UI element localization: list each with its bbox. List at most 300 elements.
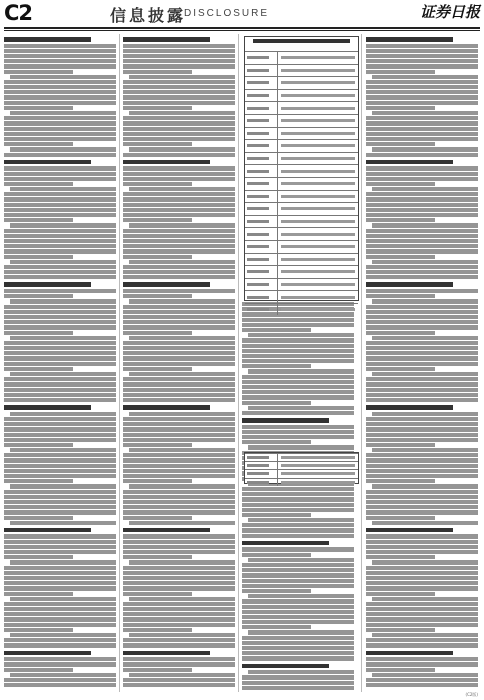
text-line	[129, 111, 235, 115]
text-line	[4, 116, 116, 120]
text-line	[10, 336, 116, 340]
text-line	[366, 44, 478, 48]
text-line	[242, 523, 354, 527]
text-line	[4, 249, 116, 253]
text-line	[242, 440, 311, 444]
table-caption	[253, 39, 350, 43]
text-line	[366, 617, 478, 621]
paragraph-heading	[123, 528, 210, 533]
text-line	[366, 137, 478, 141]
text-line	[366, 197, 478, 201]
text-line	[242, 411, 354, 415]
text-line	[366, 516, 435, 520]
text-line	[129, 299, 235, 303]
table-cell	[247, 456, 269, 459]
table-cell	[247, 258, 269, 261]
table-row	[245, 64, 358, 77]
text-line	[248, 630, 354, 634]
text-line	[366, 208, 478, 212]
text-line	[242, 338, 354, 342]
page-footer-mark: (C2版)	[465, 692, 478, 697]
table-row	[245, 127, 358, 140]
text-line	[123, 197, 235, 201]
text-line	[4, 510, 116, 514]
text-line	[366, 213, 478, 217]
text-line	[366, 244, 478, 248]
text-line	[248, 445, 354, 449]
text-line	[123, 623, 235, 627]
text-line	[242, 425, 354, 429]
text-line	[123, 172, 235, 176]
table-row	[245, 469, 358, 477]
text-line	[123, 586, 235, 590]
table-cell	[247, 69, 269, 72]
text-line	[123, 275, 235, 279]
text-line	[123, 182, 192, 186]
text-line	[123, 545, 235, 549]
text-line	[372, 597, 478, 601]
text-line	[4, 516, 73, 520]
paragraph-heading	[123, 160, 210, 165]
table-row	[245, 278, 358, 291]
text-line	[366, 427, 478, 431]
table-cell-divider	[277, 191, 278, 203]
text-line	[242, 568, 354, 572]
text-line	[4, 106, 73, 110]
text-line	[4, 59, 116, 63]
paragraph-heading	[4, 282, 91, 287]
text-line	[242, 435, 354, 439]
table-cell	[247, 481, 269, 484]
text-line	[123, 500, 235, 504]
text-line	[366, 320, 478, 324]
paragraph-heading	[4, 405, 91, 410]
table-cell	[281, 132, 355, 135]
text-line	[366, 479, 435, 483]
text-line	[4, 474, 116, 478]
column-divider	[238, 34, 239, 692]
text-line	[366, 469, 478, 473]
text-line	[123, 367, 192, 371]
text-line	[248, 369, 354, 373]
paragraph-heading	[366, 651, 453, 656]
table-cell	[281, 144, 355, 147]
text-line	[4, 422, 116, 426]
text-line	[366, 289, 478, 293]
text-line	[10, 75, 116, 79]
text-line	[123, 116, 235, 120]
table-cell-divider	[277, 140, 278, 152]
text-line	[123, 628, 192, 632]
text-line	[242, 323, 354, 327]
table-row	[245, 202, 358, 215]
text-line	[123, 265, 235, 269]
text-line	[123, 153, 235, 157]
table-cell	[247, 220, 269, 223]
text-line	[242, 508, 354, 512]
text-line	[4, 602, 116, 606]
text-line	[123, 683, 235, 687]
table-cell-divider	[277, 203, 278, 215]
text-line	[366, 367, 435, 371]
text-line	[366, 662, 478, 666]
paragraph-heading	[123, 651, 210, 656]
table-cell-divider	[277, 279, 278, 291]
text-line	[123, 393, 235, 397]
text-line	[4, 315, 116, 319]
table-cell	[281, 107, 355, 110]
table-cell	[247, 119, 269, 122]
text-line	[366, 341, 478, 345]
text-line	[4, 244, 116, 248]
text-line	[366, 101, 478, 105]
text-line	[123, 64, 235, 68]
text-line	[372, 336, 478, 340]
paragraph-heading	[366, 282, 453, 287]
table-cell	[281, 283, 355, 286]
text-line	[242, 656, 354, 660]
text-line	[366, 438, 478, 442]
text-line	[242, 344, 354, 348]
text-line	[129, 223, 235, 227]
masthead-rule-thin	[4, 30, 480, 31]
text-line	[366, 678, 478, 682]
text-line	[123, 218, 192, 222]
text-line	[123, 592, 192, 596]
text-line	[366, 142, 435, 146]
text-line	[372, 484, 478, 488]
table-cell	[281, 472, 355, 475]
table-cell-divider	[277, 470, 278, 477]
text-line	[366, 255, 435, 259]
text-line	[366, 166, 478, 170]
text-line	[366, 132, 478, 136]
table-cell-divider	[277, 241, 278, 253]
text-line	[4, 643, 116, 647]
table-cell	[247, 245, 269, 248]
table-cell-divider	[277, 454, 278, 461]
table-row	[245, 164, 358, 177]
table-cell	[247, 56, 269, 59]
text-line	[4, 54, 116, 58]
column-divider	[119, 34, 120, 692]
paragraph-heading	[123, 405, 210, 410]
text-line	[123, 534, 235, 538]
text-line	[123, 458, 235, 462]
text-line	[123, 362, 235, 366]
page-number: C2	[4, 1, 33, 25]
text-line	[366, 294, 435, 298]
table-cell	[247, 107, 269, 110]
text-line	[10, 521, 116, 525]
text-line	[366, 623, 478, 627]
text-line	[4, 555, 73, 559]
text-line	[4, 265, 116, 269]
table-row	[245, 190, 358, 203]
text-line	[123, 95, 235, 99]
text-line	[366, 388, 478, 392]
table-cell-divider	[277, 479, 278, 486]
table-row	[245, 240, 358, 253]
table-cell	[281, 182, 355, 185]
paragraph-heading	[366, 528, 453, 533]
text-line	[123, 433, 235, 437]
text-line	[366, 325, 478, 329]
text-line	[372, 673, 478, 677]
text-line	[10, 111, 116, 115]
text-line	[4, 458, 116, 462]
text-line	[123, 438, 235, 442]
table-row	[245, 215, 358, 228]
table-cell	[247, 207, 269, 210]
text-line	[4, 453, 116, 457]
table-row	[245, 139, 358, 152]
table-cell	[281, 308, 355, 311]
text-line	[242, 646, 354, 650]
text-line	[123, 331, 192, 335]
text-line	[129, 448, 235, 452]
text-line	[123, 571, 235, 575]
text-line	[4, 581, 116, 585]
text-line	[4, 153, 116, 157]
paragraph-heading	[4, 37, 91, 42]
disclosure-table-large	[244, 36, 359, 301]
table-cell	[281, 233, 355, 236]
text-line	[366, 422, 478, 426]
text-line	[123, 54, 235, 58]
text-line	[366, 121, 478, 125]
text-line	[4, 341, 116, 345]
text-line	[366, 310, 478, 314]
text-line	[4, 44, 116, 48]
text-line	[123, 443, 192, 447]
text-line	[366, 458, 478, 462]
text-line	[242, 636, 354, 640]
text-line	[123, 566, 235, 570]
text-line	[123, 315, 235, 319]
text-line	[4, 346, 116, 350]
text-line	[4, 90, 116, 94]
text-line	[123, 289, 235, 293]
text-line	[372, 260, 478, 264]
text-column-4	[366, 34, 478, 692]
text-line	[372, 372, 478, 376]
text-line	[242, 380, 354, 384]
table-cell	[281, 195, 355, 198]
text-line	[372, 187, 478, 191]
text-line	[4, 177, 116, 181]
text-line	[4, 623, 116, 627]
text-line	[372, 75, 478, 79]
text-line	[4, 331, 73, 335]
text-line	[248, 333, 354, 337]
text-line	[366, 581, 478, 585]
text-line	[4, 438, 116, 442]
text-line	[123, 325, 235, 329]
text-line	[123, 427, 235, 431]
text-line	[129, 187, 235, 191]
text-line	[123, 668, 192, 672]
text-line	[366, 270, 478, 274]
table-cell	[281, 245, 355, 248]
text-line	[4, 377, 116, 381]
text-line	[123, 320, 235, 324]
text-line	[123, 101, 235, 105]
text-line	[4, 550, 116, 554]
text-line	[4, 490, 116, 494]
text-line	[242, 390, 354, 394]
text-line	[4, 367, 73, 371]
text-line	[129, 147, 235, 151]
table-cell	[281, 170, 355, 173]
text-line	[123, 90, 235, 94]
table-cell	[281, 258, 355, 261]
table-cell-divider	[277, 266, 278, 278]
text-line	[123, 490, 235, 494]
section-title: 信息披露	[110, 6, 187, 25]
text-line	[366, 249, 478, 253]
text-line	[242, 681, 354, 685]
text-line	[366, 550, 478, 554]
table-cell-divider	[277, 216, 278, 228]
text-line	[372, 223, 478, 227]
text-line	[4, 586, 116, 590]
paragraph-heading	[242, 418, 329, 423]
text-line	[366, 555, 435, 559]
text-line	[123, 255, 192, 259]
text-line	[4, 612, 116, 616]
text-line	[4, 540, 116, 544]
text-line	[4, 617, 116, 621]
text-line	[366, 505, 478, 509]
text-line	[123, 213, 235, 217]
table-row	[245, 461, 358, 469]
table-cell	[281, 94, 355, 97]
table-cell	[281, 296, 355, 299]
text-line	[123, 85, 235, 89]
text-line	[4, 275, 116, 279]
text-line	[366, 362, 478, 366]
table-row	[245, 227, 358, 240]
table-cell	[281, 207, 355, 210]
text-line	[248, 558, 354, 562]
text-line	[123, 382, 235, 386]
table-cell	[281, 81, 355, 84]
text-line	[4, 382, 116, 386]
table-cell	[247, 132, 269, 135]
text-line	[123, 234, 235, 238]
text-line	[242, 401, 311, 405]
text-line	[123, 341, 235, 345]
text-line	[366, 64, 478, 68]
text-line	[4, 270, 116, 274]
table-cell-divider	[277, 304, 278, 316]
text-line	[366, 592, 435, 596]
paragraph-heading	[242, 664, 329, 669]
text-line	[123, 80, 235, 84]
text-line	[123, 239, 235, 243]
text-line	[4, 85, 116, 89]
text-line	[4, 443, 73, 447]
text-line	[242, 487, 354, 491]
text-line	[4, 545, 116, 549]
table-cell	[281, 119, 355, 122]
text-line	[242, 584, 354, 588]
text-line	[366, 70, 435, 74]
text-line	[123, 44, 235, 48]
text-line	[242, 563, 354, 567]
text-line	[242, 610, 354, 614]
table-row	[245, 114, 358, 127]
table-cell-divider	[277, 128, 278, 140]
text-line	[366, 239, 478, 243]
text-line	[10, 187, 116, 191]
text-line	[366, 172, 478, 176]
text-line	[366, 90, 478, 94]
paragraph-heading	[366, 405, 453, 410]
text-line	[123, 550, 235, 554]
text-line	[123, 638, 235, 642]
text-line	[4, 638, 116, 642]
text-line	[366, 116, 478, 120]
text-line	[4, 398, 116, 402]
table-cell-divider	[277, 153, 278, 165]
text-line	[4, 576, 116, 580]
table-cell	[247, 94, 269, 97]
table-cell	[281, 56, 355, 59]
paragraph-heading	[366, 160, 453, 165]
text-line	[242, 547, 354, 551]
table-cell-divider	[277, 165, 278, 177]
text-line	[366, 683, 478, 687]
text-line	[366, 305, 478, 309]
text-line	[366, 265, 478, 269]
text-line	[366, 474, 478, 478]
text-line	[10, 448, 116, 452]
text-line	[366, 315, 478, 319]
text-line	[4, 166, 116, 170]
text-line	[4, 427, 116, 431]
text-line	[366, 571, 478, 575]
text-line	[366, 153, 478, 157]
text-line	[4, 566, 116, 570]
table-cell	[247, 182, 269, 185]
table-cell	[247, 283, 269, 286]
text-line	[242, 349, 354, 353]
text-line	[366, 218, 435, 222]
text-line	[366, 566, 478, 570]
text-line	[123, 576, 235, 580]
text-line	[4, 305, 116, 309]
text-line	[366, 540, 478, 544]
text-line	[4, 101, 116, 105]
text-line	[129, 484, 235, 488]
text-line	[4, 393, 116, 397]
table-cell	[281, 220, 355, 223]
text-line	[123, 474, 235, 478]
text-line	[366, 182, 435, 186]
section-title-english: DISCLOSURE	[184, 8, 270, 19]
text-line	[366, 576, 478, 580]
text-line	[366, 229, 478, 233]
text-line	[4, 80, 116, 84]
text-line	[129, 521, 235, 525]
text-line	[4, 668, 73, 672]
text-line	[366, 127, 478, 131]
text-line	[123, 422, 235, 426]
text-line	[366, 490, 478, 494]
table-cell-divider	[277, 462, 278, 469]
